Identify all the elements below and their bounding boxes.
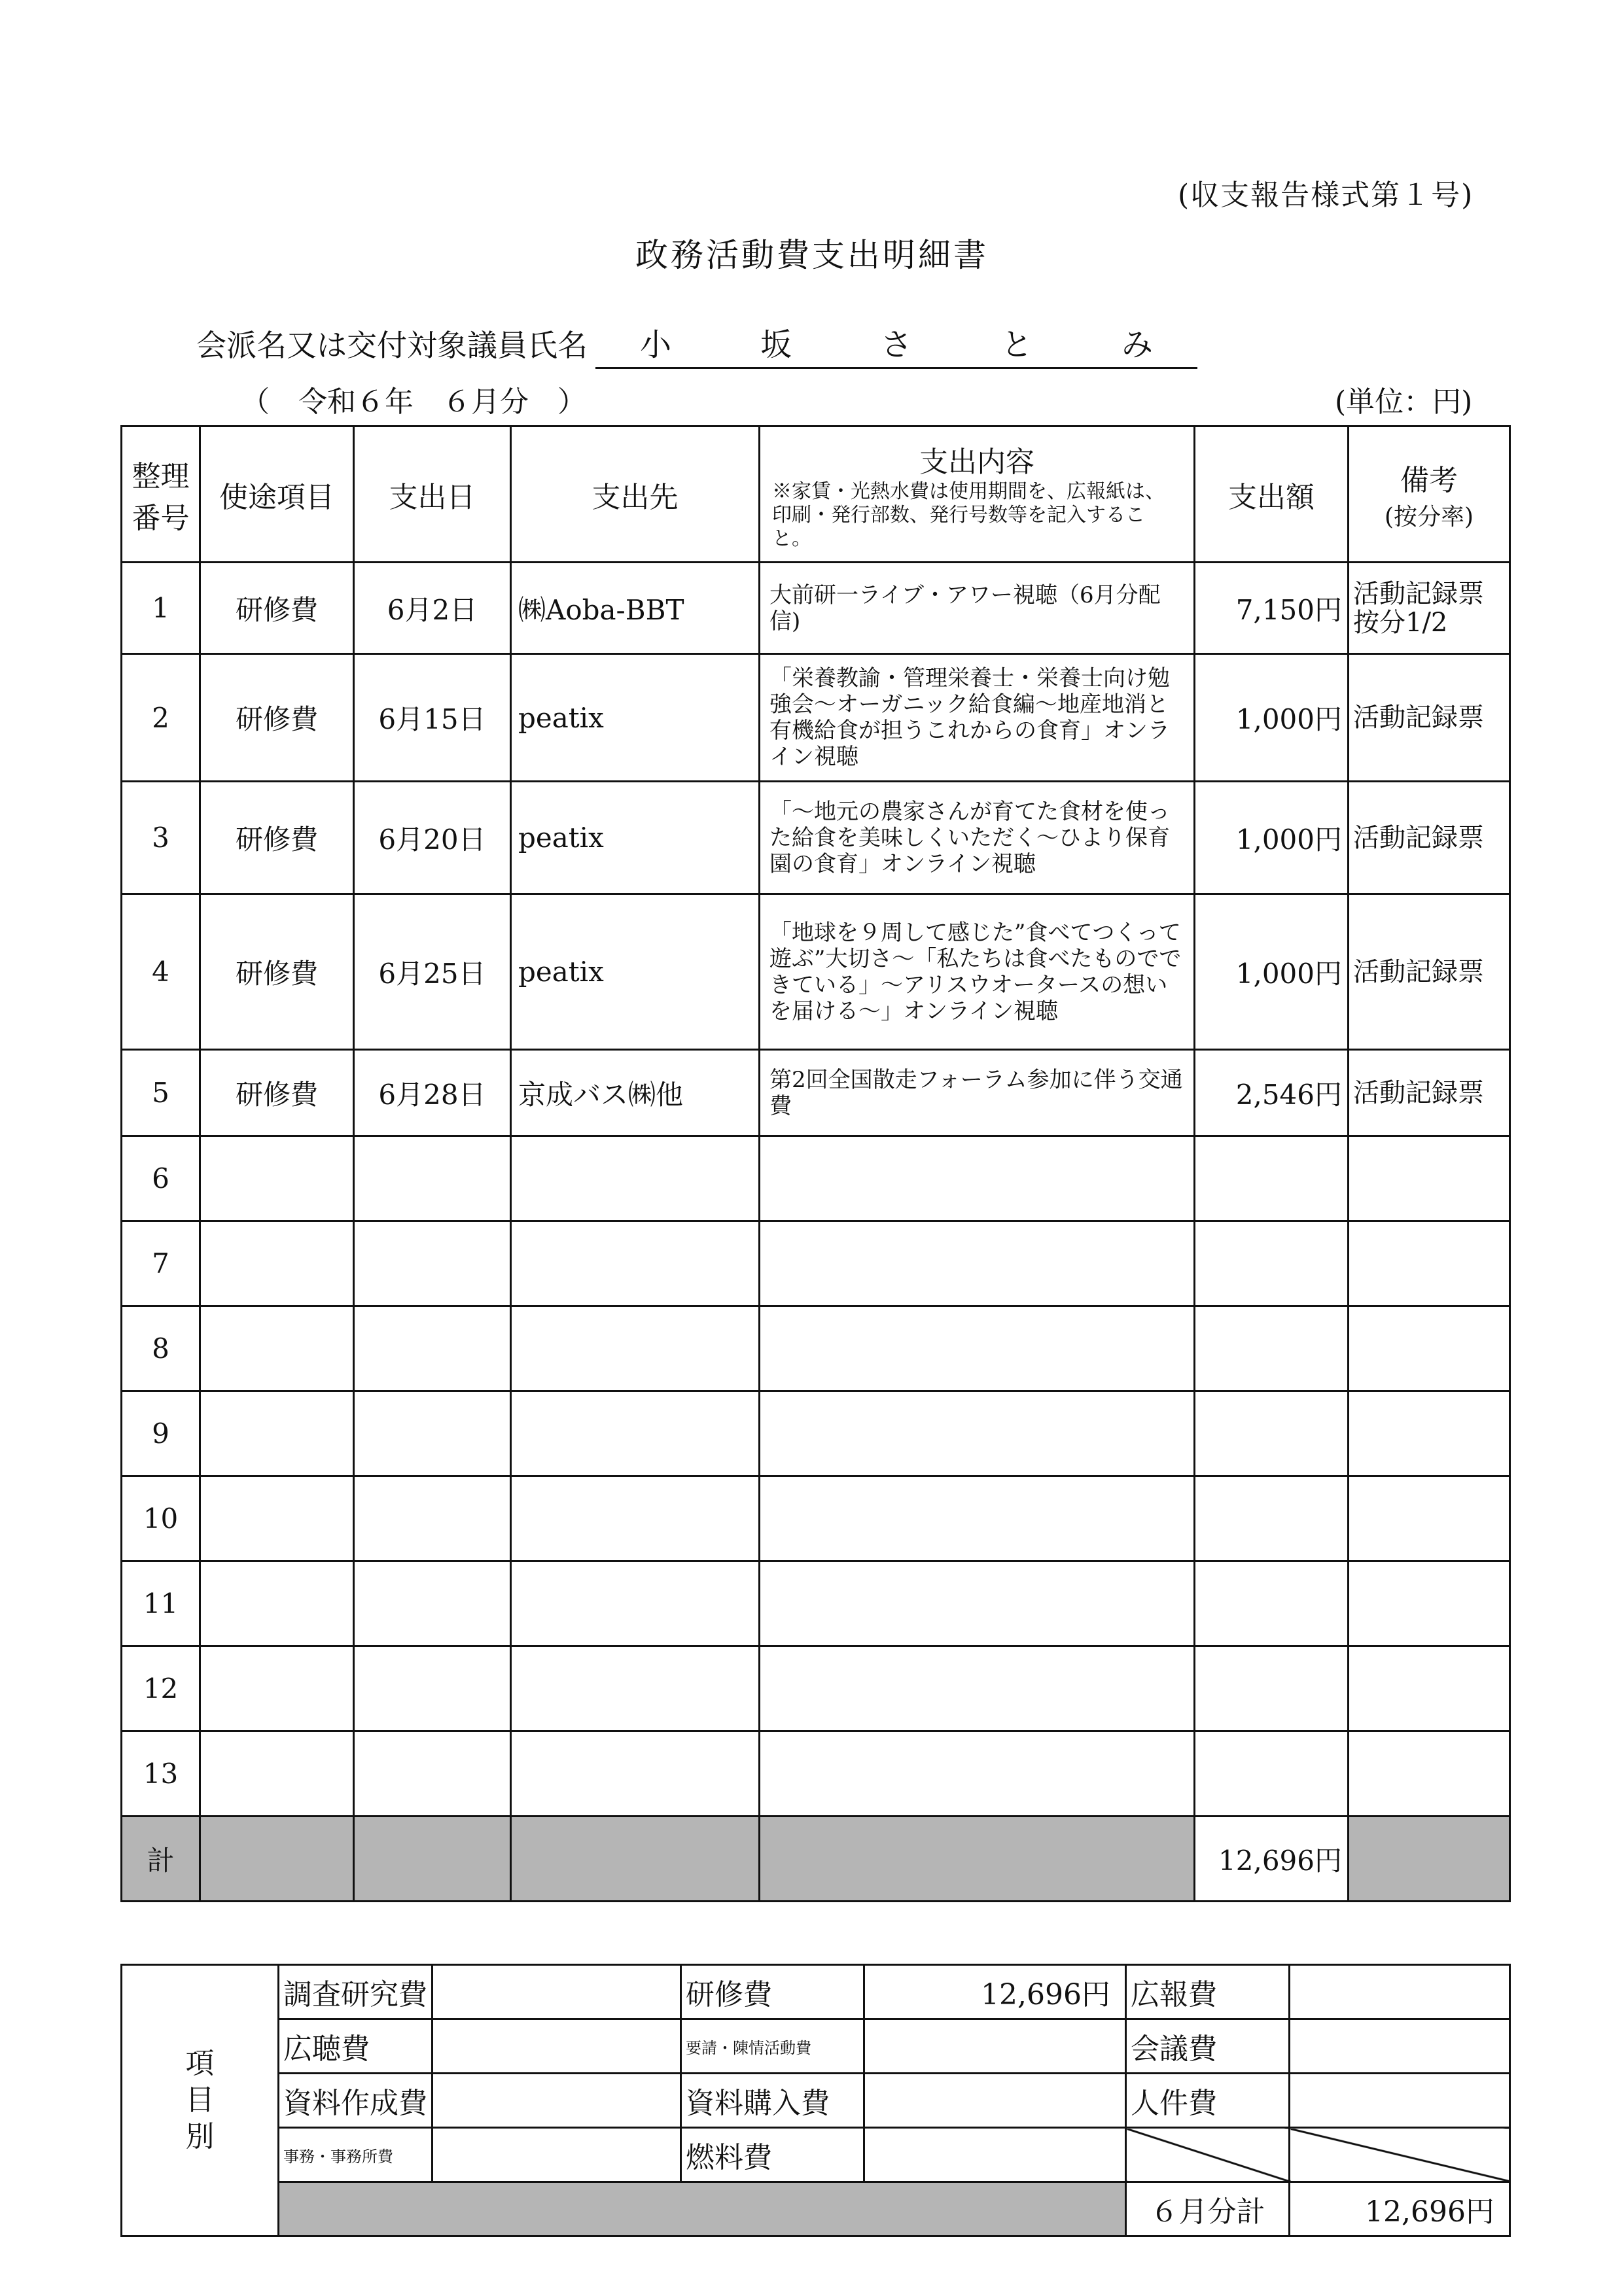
cell-amount: 1,000円 — [1195, 782, 1349, 894]
cell-payee — [511, 1476, 760, 1561]
value-research — [432, 1965, 681, 2019]
header-note — [1349, 426, 1510, 563]
label-pr: 広報費 — [1126, 1965, 1290, 2019]
cell-amount — [1195, 1646, 1349, 1731]
cell-amount — [1195, 1306, 1349, 1391]
table-row — [122, 1136, 1510, 1221]
shaded-cell — [200, 1817, 354, 1902]
cell-note: 活動記録票 — [1349, 782, 1510, 894]
cell-date: 6月20日 — [354, 782, 511, 894]
name-char: み — [1121, 326, 1153, 363]
expense-table — [120, 425, 1511, 1902]
label-office: 事務・事務所費 — [279, 2128, 432, 2182]
cell-payee: peatix — [511, 654, 760, 782]
cell-date — [354, 1476, 511, 1561]
table-row — [122, 1731, 1510, 1817]
value-materials-purchase — [864, 2074, 1126, 2128]
header-category: 使途項目 — [200, 426, 354, 563]
cell-no: 4 — [122, 894, 200, 1050]
empty-slashed-cell — [1290, 2128, 1510, 2182]
side-char: 別 — [185, 2120, 215, 2153]
table-row — [122, 1306, 1510, 1391]
table-row — [122, 1221, 1510, 1306]
table-row — [122, 894, 1510, 1050]
cell-no: 7 — [122, 1221, 200, 1306]
summary-row — [122, 1965, 1510, 2019]
total-row — [122, 1817, 1510, 1902]
cell-date — [354, 1391, 511, 1476]
cell-payee — [511, 1646, 760, 1731]
cell-note — [1349, 1731, 1510, 1817]
label-materials-purchase: 資料購入費 — [681, 2074, 864, 2128]
category-summary-table — [120, 1964, 1511, 2237]
cell-payee — [511, 1136, 760, 1221]
cell-category: 研修費 — [200, 563, 354, 654]
form-number: (収支報告様式第１号) — [1178, 179, 1474, 212]
cell-category: 研修費 — [200, 1050, 354, 1136]
unit-label: (単位：円) — [1335, 385, 1473, 419]
cell-note: 活動記録票 — [1349, 654, 1510, 782]
cell-category: 研修費 — [200, 782, 354, 894]
label-training: 研修費 — [681, 1965, 864, 2019]
cell-payee — [511, 1561, 760, 1646]
cell-content: 「栄養教諭・管理栄養士・栄養士向け勉強会～オーガニック給食編～地産地消と有機給食が担うこれからの食育」オンライン視聴 — [760, 654, 1195, 782]
table-row — [122, 1050, 1510, 1136]
label-research: 調査研究費 — [279, 1965, 432, 2019]
cell-note — [1349, 1221, 1510, 1306]
member-name — [595, 319, 1197, 369]
header-note-sub: (按分率) — [1384, 504, 1474, 531]
table-body — [122, 563, 1510, 1902]
shaded-cell — [354, 1817, 511, 1902]
cell-content — [760, 1646, 1195, 1731]
cell-note: 活動記録票 按分1/2 — [1349, 563, 1510, 654]
cell-content: 「地球を９周して感じた”食べてつくって遊ぶ”大切さ～「私たちは食べたものでできている」～アリスウオータースの想いを届ける～」オンライン視聴 — [760, 894, 1195, 1050]
cell-note — [1349, 1391, 1510, 1476]
cell-amount — [1195, 1391, 1349, 1476]
summary-shaded-cell — [279, 2182, 1126, 2236]
header-date: 支出日 — [354, 426, 511, 563]
table-row — [122, 782, 1510, 894]
page-title: 政務活動費支出明細書 — [635, 236, 989, 274]
cell-payee: 京成バス㈱他 — [511, 1050, 760, 1136]
cell-category — [200, 1731, 354, 1817]
cell-amount — [1195, 1221, 1349, 1306]
cell-content — [760, 1306, 1195, 1391]
period: （ 令和６年 ６月分 ） — [241, 385, 586, 419]
cell-date — [354, 1221, 511, 1306]
header-content-note: ※家賃・光熱水費は使用期間を、広報紙は、印刷・発行部数、発行号数等を記入すること。 — [772, 479, 1165, 550]
side-char: 項 — [185, 2047, 215, 2080]
table-row — [122, 654, 1510, 782]
cell-content — [760, 1561, 1195, 1646]
header-payee: 支出先 — [511, 426, 760, 563]
shaded-cell — [1349, 1817, 1510, 1902]
cell-date: 6月15日 — [354, 654, 511, 782]
total-amount: 12,696円 — [1195, 1817, 1349, 1902]
cell-date — [354, 1646, 511, 1731]
summary-total-row — [122, 2182, 1510, 2236]
name-label: 会派名又は交付対象議員氏名 — [196, 328, 588, 363]
name-char: 坂 — [760, 326, 792, 363]
cell-amount: 7,150円 — [1195, 563, 1349, 654]
cell-amount — [1195, 1136, 1349, 1221]
cell-no: 3 — [122, 782, 200, 894]
shaded-cell — [760, 1817, 1195, 1902]
cell-note — [1349, 1646, 1510, 1731]
summary-row — [122, 2074, 1510, 2128]
cell-amount — [1195, 1476, 1349, 1561]
header-no-line1: 整理 — [132, 459, 190, 493]
cell-content: 「～地元の農家さんが育てた食材を使った給食を美味しくいただく～ひより保育園の食育」オンライン視聴 — [760, 782, 1195, 894]
cell-date — [354, 1136, 511, 1221]
cell-category: 研修費 — [200, 894, 354, 1050]
month-total-amount: 12,696円 — [1290, 2182, 1510, 2236]
cell-payee — [511, 1306, 760, 1391]
cell-amount: 2,546円 — [1195, 1050, 1349, 1136]
cell-content — [760, 1391, 1195, 1476]
cell-no: 2 — [122, 654, 200, 782]
name-char: 小 — [639, 326, 671, 363]
cell-note — [1349, 1306, 1510, 1391]
cell-amount: 1,000円 — [1195, 894, 1349, 1050]
cell-date — [354, 1561, 511, 1646]
cell-content — [760, 1476, 1195, 1561]
cell-note — [1349, 1476, 1510, 1561]
value-petition — [864, 2019, 1126, 2074]
cell-payee — [511, 1391, 760, 1476]
total-label: 計 — [122, 1817, 200, 1902]
value-meeting — [1290, 2019, 1510, 2074]
cell-no: 9 — [122, 1391, 200, 1476]
shaded-cell — [511, 1817, 760, 1902]
cell-amount — [1195, 1731, 1349, 1817]
header-no — [122, 426, 200, 563]
header-content — [760, 426, 1195, 563]
cell-no: 12 — [122, 1646, 200, 1731]
name-char: さ — [880, 326, 912, 363]
cell-no: 10 — [122, 1476, 200, 1561]
value-training: 12,696円 — [864, 1965, 1126, 2019]
cell-amount: 1,000円 — [1195, 654, 1349, 782]
label-personnel: 人件費 — [1126, 2074, 1290, 2128]
cell-date — [354, 1306, 511, 1391]
cell-content: 大前研一ライブ・アワー視聴（6月分配信) — [760, 563, 1195, 654]
cell-no: 11 — [122, 1561, 200, 1646]
table-header-row — [122, 426, 1510, 563]
header-note-label: 備考 — [1400, 464, 1458, 497]
cell-payee: peatix — [511, 782, 760, 894]
cell-date: 6月28日 — [354, 1050, 511, 1136]
header-no-line2: 番号 — [132, 501, 190, 535]
cell-note — [1349, 1561, 1510, 1646]
cell-content: 第2回全国散走フォーラム参加に伴う交通費 — [760, 1050, 1195, 1136]
header-amount: 支出額 — [1195, 426, 1349, 563]
value-fuel — [864, 2128, 1126, 2182]
cell-no: 5 — [122, 1050, 200, 1136]
table-row — [122, 1646, 1510, 1731]
empty-slashed-cell — [1126, 2128, 1290, 2182]
value-hearing — [432, 2019, 681, 2074]
label-hearing: 広聴費 — [279, 2019, 432, 2074]
cell-category — [200, 1391, 354, 1476]
summary-side-label — [122, 1965, 279, 2236]
value-pr — [1290, 1965, 1510, 2019]
label-materials-making: 資料作成費 — [279, 2074, 432, 2128]
table-row — [122, 1561, 1510, 1646]
label-petition: 要請・陳情活動費 — [681, 2019, 864, 2074]
cell-category — [200, 1476, 354, 1561]
cell-category — [200, 1221, 354, 1306]
month-total-label: ６月分計 — [1126, 2182, 1290, 2236]
cell-note: 活動記録票 — [1349, 1050, 1510, 1136]
cell-category — [200, 1136, 354, 1221]
cell-category — [200, 1306, 354, 1391]
cell-content — [760, 1221, 1195, 1306]
cell-amount — [1195, 1561, 1349, 1646]
table-row — [122, 1391, 1510, 1476]
cell-category: 研修費 — [200, 654, 354, 782]
name-char: と — [1000, 326, 1033, 363]
label-fuel: 燃料費 — [681, 2128, 864, 2182]
header-content-label: 支出内容 — [919, 445, 1034, 479]
value-personnel — [1290, 2074, 1510, 2128]
cell-no: 1 — [122, 563, 200, 654]
summary-row — [122, 2128, 1510, 2182]
cell-no: 6 — [122, 1136, 200, 1221]
cell-content — [760, 1136, 1195, 1221]
table-row — [122, 563, 1510, 654]
cell-no: 8 — [122, 1306, 200, 1391]
cell-category — [200, 1646, 354, 1731]
summary-row — [122, 2019, 1510, 2074]
cell-date: 6月2日 — [354, 563, 511, 654]
cell-payee — [511, 1731, 760, 1817]
value-materials-making — [432, 2074, 681, 2128]
side-char: 目 — [185, 2083, 215, 2117]
cell-content — [760, 1731, 1195, 1817]
cell-date — [354, 1731, 511, 1817]
table-row — [122, 1476, 1510, 1561]
cell-note: 活動記録票 — [1349, 894, 1510, 1050]
cell-payee — [511, 1221, 760, 1306]
cell-category — [200, 1561, 354, 1646]
label-meeting: 会議費 — [1126, 2019, 1290, 2074]
cell-payee: peatix — [511, 894, 760, 1050]
cell-no: 13 — [122, 1731, 200, 1817]
cell-note — [1349, 1136, 1510, 1221]
cell-date: 6月25日 — [354, 894, 511, 1050]
cell-payee: ㈱Aoba-BBT — [511, 563, 760, 654]
value-office — [432, 2128, 681, 2182]
